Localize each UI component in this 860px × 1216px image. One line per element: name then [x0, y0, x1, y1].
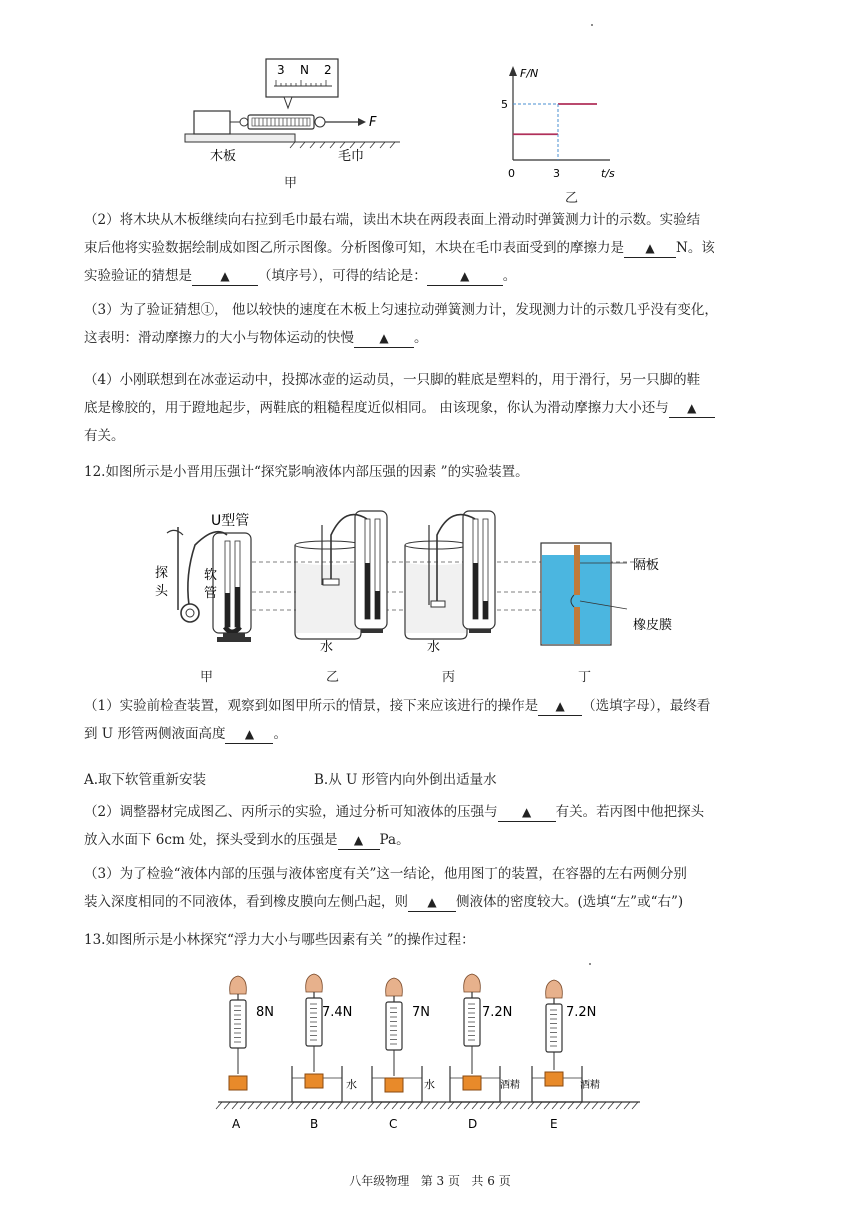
answer-blank[interactable] [192, 267, 258, 286]
hand-icon [546, 980, 563, 998]
metal-block [545, 1072, 563, 1086]
reading-d: 7.2N [482, 1005, 513, 1020]
answer-mark: ▲ [427, 895, 437, 909]
x-tick-label: 3 [553, 167, 560, 180]
q11-p2-line2-tail: N。该 [676, 240, 715, 256]
scale-label-3: 3 [277, 63, 285, 77]
answer-blank[interactable] [624, 239, 676, 258]
board-label: 木板 [210, 149, 237, 164]
y-tick-label: 5 [501, 98, 508, 111]
station-e [532, 980, 582, 1110]
caption-yi-12: 乙 [326, 670, 340, 685]
q11-p4-line3: 有关。 [84, 428, 125, 444]
answer-blank[interactable] [427, 267, 503, 286]
answer-mark: ▲ [645, 241, 655, 255]
q12-p2-line1-text: （2）调整器材完成图乙、丙所示的实验，通过分析可知液体的压强与 [84, 804, 498, 820]
force-label: F [369, 115, 377, 130]
answer-blank[interactable] [225, 725, 273, 744]
q12-p1-line1-text: （1）实验前检查装置，观察到如图甲所示的情景，接下来应该进行的操作是 [84, 698, 539, 714]
figure-jia-spring-scale [180, 56, 410, 166]
q11-p2-line2-text: 束后他将实验数据绘制成如图乙所示图像。分析图像可知，木块在毛巾表面受到的摩擦力是 [84, 240, 624, 256]
station-c [372, 978, 422, 1110]
answer-blank[interactable] [498, 803, 556, 822]
caption-bing-12: 丙 [442, 670, 456, 685]
q11-p3-line1: （3）为了验证猜想①， 他以较快的速度在木板上匀速拉动弹簧测力计，发现测力计的示数几乎没有变化， [84, 302, 718, 318]
q12-stem: 12.如图所示是小晋用压强计“探究影响液体内部压强的因素 ”的实验装置。 [84, 464, 529, 480]
q11-p2-line3-tail: 。 [502, 268, 517, 284]
page-footer: 八年级物理 第 3 页 共 6 页 [349, 1174, 511, 1188]
x-axis-label: t/s [601, 167, 615, 180]
apparatus-ding [541, 543, 672, 645]
q11-p2-line3-text: 实验验证的猜想是 [84, 268, 192, 284]
q11-p4-line2-text: 底是橡胶的，用于蹬地起步，两鞋底的粗糙程度近似相同。 由该现象，你认为滑动摩擦力大小还与 [84, 400, 669, 416]
answer-mark: ▲ [460, 269, 470, 283]
station-b [292, 974, 342, 1110]
figure-yi-graph [498, 64, 618, 182]
figure-q12-pressure-gauge [155, 505, 695, 655]
q11-p2-line1: （2）将木块从木板继续向右拉到毛巾最右端，读出木块在两段表面上滑动时弹簧测力计的示数。实验结 [84, 212, 701, 228]
q11-part2 [84, 206, 784, 290]
answer-mark: ▲ [521, 805, 532, 819]
q12-p1-line2 [84, 720, 784, 748]
answer-mark: ▲ [379, 331, 389, 345]
answer-mark: ▲ [555, 699, 565, 713]
scan-dot [589, 963, 591, 965]
probe-label-1: 探 [155, 566, 169, 581]
q11-p4-line2 [84, 394, 784, 422]
letter-e: E [550, 1117, 558, 1131]
station-d [450, 974, 500, 1110]
membrane-label: 橡皮膜 [633, 618, 673, 633]
answer-blank[interactable] [354, 329, 414, 348]
apparatus-bing [405, 511, 495, 655]
partition-label: 隔板 [633, 558, 660, 573]
q11-p3-line2-tail: 。 [414, 330, 428, 346]
q12-p3-line1: （3）为了检验“液体内部的压强与液体密度有关”这一结论，他用图丁的装置，在容器的左右两侧分别 [84, 866, 687, 882]
apparatus-jia [155, 512, 251, 642]
q12-p2-line2 [84, 826, 784, 854]
station-a [229, 976, 247, 1090]
answer-mark: ▲ [353, 833, 364, 847]
scale-label-2: 2 [324, 63, 332, 77]
q11-p4-line1: （4）小刚联想到在冰壶运动中，投掷冰壶的运动员，一只脚的鞋底是塑料的，用于滑行，另一只脚的鞋 [84, 372, 701, 388]
q12-p3-line2 [84, 888, 784, 916]
caption-jia: 甲 [284, 176, 298, 191]
hand-icon [306, 974, 323, 992]
u-tube-label: U型管 [211, 513, 250, 529]
water-label: 水 [320, 640, 334, 655]
q11-p3-line2-text: 这表明：滑动摩擦力的大小与物体运动的快慢 [84, 330, 354, 346]
letter-d: D [468, 1117, 478, 1131]
q11-part3 [84, 296, 784, 352]
q12-p1-line2-text: 到 U 形管两侧液面高度 [84, 726, 226, 742]
graph-marks [513, 104, 597, 160]
liquid-label-d: 酒精 [500, 1080, 520, 1091]
metal-block [305, 1074, 323, 1088]
reading-a: 8N [256, 1005, 274, 1020]
scale-label-n: N [300, 63, 309, 77]
answer-mark: ▲ [220, 269, 230, 283]
graph-axes [509, 66, 610, 160]
q12-option-b: B.从 U 形管内向外倒出适量水 [314, 772, 497, 788]
apparatus-yi [295, 511, 387, 655]
origin-label: 0 [508, 167, 515, 180]
q11-part4 [84, 366, 784, 450]
reading-c: 7N [412, 1005, 430, 1020]
letter-a: A [232, 1117, 241, 1131]
letter-b: B [310, 1117, 319, 1131]
q13-stem: 13.如图所示是小林探究“浮力大小与哪些因素有关 ”的操作过程： [84, 932, 475, 948]
q12-p2-line2-text: 放入水面下 6cm 处，探头受到水的压强是 [84, 832, 338, 848]
q12-p2-line2-tail: Pa。 [379, 832, 410, 848]
hand-icon [464, 974, 481, 992]
q12-part1 [84, 692, 784, 748]
figure-q13-buoyancy [214, 966, 644, 1136]
q11-p2-line2 [84, 234, 784, 262]
answer-blank[interactable] [669, 399, 715, 418]
q12-p1-line2-tail: 。 [273, 726, 287, 742]
q11-p3-line2 [84, 324, 784, 352]
liquid-label-b: 水 [346, 1078, 357, 1091]
answer-blank[interactable] [338, 831, 380, 850]
liquid-label-c: 水 [424, 1078, 435, 1091]
wood-block [194, 111, 230, 134]
hand-icon [386, 978, 403, 996]
q12-p3-line2-text: 装入深度相同的不同液体，看到橡皮膜向左侧凸起，则 [84, 894, 408, 910]
q12-p1-line1 [84, 692, 784, 720]
answer-mark: ▲ [687, 401, 697, 415]
reading-b: 7.4N [322, 1005, 353, 1020]
answer-mark: ▲ [244, 727, 255, 741]
letter-c: C [389, 1117, 398, 1131]
soft-tube-label-2: 管 [204, 586, 218, 601]
soft-tube-label-1: 软 [204, 568, 218, 583]
q12-p1-line1-tail: （选填字母），最终看 [582, 698, 711, 714]
scan-dot [591, 24, 593, 26]
metal-block [385, 1078, 403, 1092]
hand-icon [230, 976, 247, 994]
q12-part3 [84, 860, 784, 916]
probe-label-2: 头 [155, 584, 169, 599]
liquid-label-e: 酒精 [580, 1080, 600, 1091]
y-axis-label: F/N [520, 67, 539, 80]
caption-yi: 乙 [565, 191, 579, 206]
q12-p2-line1 [84, 798, 784, 826]
answer-blank[interactable] [538, 697, 582, 716]
caption-jia-12: 甲 [200, 670, 214, 685]
q12-option-a: A.取下软管重新安装 [84, 772, 207, 788]
q12-part2 [84, 798, 784, 854]
metal-block [463, 1076, 481, 1090]
caption-ding-12: 丁 [578, 670, 592, 685]
q11-p2-line3 [84, 262, 784, 290]
q12-p3-line2-tail: 侧液体的密度较大。(选填“左”或“右”) [456, 894, 684, 910]
towel-label: 毛巾 [338, 149, 365, 164]
metal-block [229, 1076, 247, 1090]
reading-e: 7.2N [566, 1005, 597, 1020]
q11-p2-line3-mid: （填序号），可得的结论是： [258, 268, 427, 284]
q12-p2-line1-tail: 有关。若丙图中他把探头 [555, 804, 705, 820]
answer-blank[interactable] [408, 893, 456, 912]
water-label: 水 [427, 640, 441, 655]
